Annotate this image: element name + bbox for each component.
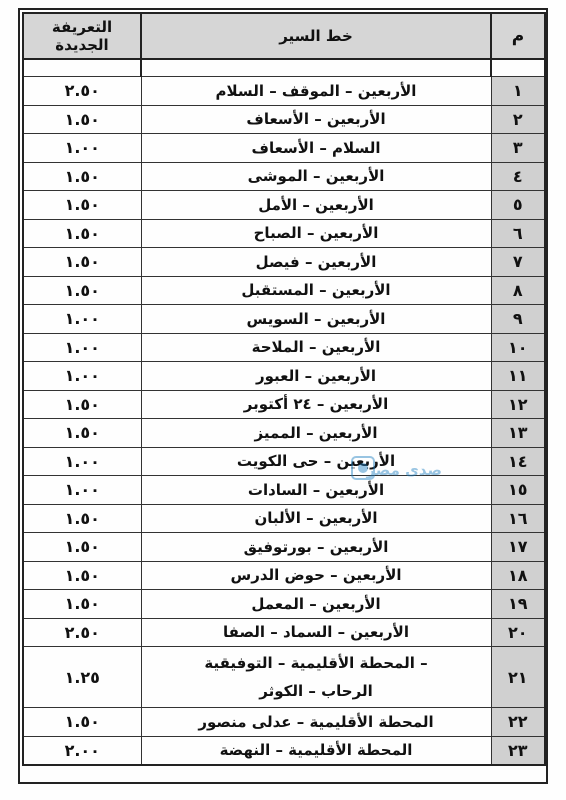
row-number-cell: ٨ bbox=[491, 276, 545, 305]
route-cell bbox=[141, 248, 491, 277]
route-cell bbox=[141, 618, 491, 647]
fare-cell: ١.٥٠ bbox=[23, 219, 141, 248]
fare-table bbox=[22, 12, 546, 766]
table-row bbox=[23, 590, 545, 619]
fare-cell: ١.٠٠ bbox=[23, 447, 141, 476]
route-line: الأربعين – فيصل bbox=[255, 252, 377, 271]
header-row bbox=[23, 13, 545, 59]
table-row bbox=[23, 561, 545, 590]
fare-cell: ١.٥٠ bbox=[23, 162, 141, 191]
header-num: م bbox=[491, 13, 545, 59]
row-number-cell: ٢١ bbox=[491, 647, 545, 708]
route-line: الأربعين – المعمل bbox=[251, 594, 381, 613]
route-cell bbox=[141, 333, 491, 362]
route-line: الأربعين – السادات bbox=[247, 480, 385, 499]
table-row bbox=[23, 533, 545, 562]
table-row bbox=[23, 447, 545, 476]
fare-cell: ١.٥٠ bbox=[23, 419, 141, 448]
table-row bbox=[23, 134, 545, 163]
table-row bbox=[23, 708, 545, 737]
route-line: الأربعين – الموقف – السلام bbox=[215, 81, 417, 100]
row-number-cell: ١٣ bbox=[491, 419, 545, 448]
row-number-cell: ٦ bbox=[491, 219, 545, 248]
route-cell bbox=[141, 77, 491, 106]
route-cell bbox=[141, 561, 491, 590]
watermark-logo bbox=[350, 451, 446, 489]
table-row bbox=[23, 504, 545, 533]
route-cell bbox=[141, 419, 491, 448]
route-line: الأربعين – بورتوفيق bbox=[243, 537, 389, 556]
route-line: الأربعين – حوض الدرس bbox=[230, 566, 402, 585]
route-line: الأربعين – الأسعاف bbox=[246, 110, 386, 129]
route-line: السلام – الأسعاف bbox=[251, 138, 381, 157]
row-number-cell: ٧ bbox=[491, 248, 545, 277]
header-fare: التعريفة الجديدة bbox=[23, 13, 141, 59]
table-row bbox=[23, 390, 545, 419]
fare-cell: ١.٥٠ bbox=[23, 390, 141, 419]
header-route: خط السير bbox=[141, 13, 491, 59]
fare-cell: ١.٥٠ bbox=[23, 590, 141, 619]
table-row bbox=[23, 219, 545, 248]
row-number-cell: ٢٠ bbox=[491, 618, 545, 647]
route-cell bbox=[141, 134, 491, 163]
fare-cell: ١.٠٠ bbox=[23, 362, 141, 391]
route-line: الأربعين – الملاحة bbox=[251, 338, 381, 357]
route-cell bbox=[141, 390, 491, 419]
route-line: الأربعين – السويس bbox=[246, 309, 386, 328]
fare-cell: ٢.٥٠ bbox=[23, 618, 141, 647]
row-number-cell: ٢٢ bbox=[491, 708, 545, 737]
row-number-cell: ٤ bbox=[491, 162, 545, 191]
fare-cell: ١.٥٠ bbox=[23, 504, 141, 533]
table-row bbox=[23, 105, 545, 134]
row-number-cell: ١٨ bbox=[491, 561, 545, 590]
row-number-cell: ٢ bbox=[491, 105, 545, 134]
fare-cell: ١.٥٠ bbox=[23, 533, 141, 562]
row-number-cell: ١٧ bbox=[491, 533, 545, 562]
fare-cell: ٢.٠٠ bbox=[23, 736, 141, 765]
row-number-cell: ١٢ bbox=[491, 390, 545, 419]
table-row bbox=[23, 333, 545, 362]
table-row bbox=[23, 476, 545, 505]
header-spacer bbox=[23, 59, 545, 77]
table-row bbox=[23, 305, 545, 334]
table-row bbox=[23, 191, 545, 220]
row-number-cell: ١١ bbox=[491, 362, 545, 391]
table-row bbox=[23, 248, 545, 277]
route-cell bbox=[141, 276, 491, 305]
table-row bbox=[23, 77, 545, 106]
fare-cell: ١.٠٠ bbox=[23, 134, 141, 163]
route-line: الأربعين – الموشى bbox=[247, 167, 385, 186]
route-cell bbox=[141, 647, 491, 708]
route-line: الأربعين – المستقبل bbox=[241, 281, 391, 300]
route-line: الأربعين – المميز bbox=[254, 423, 378, 442]
fare-cell: ١.٥٠ bbox=[23, 191, 141, 220]
route-line: الأربعين – الصباح bbox=[253, 224, 379, 243]
route-cell bbox=[141, 504, 491, 533]
route-cell bbox=[141, 219, 491, 248]
route-line: الأربعين – حى الكويت bbox=[236, 452, 396, 471]
watermark-text: صدى مصر bbox=[366, 461, 442, 479]
fare-cell: ١.٠٠ bbox=[23, 333, 141, 362]
table-row bbox=[23, 736, 545, 765]
route-cell bbox=[141, 191, 491, 220]
route-line: الأربعين – ٢٤ أكتوبر bbox=[243, 395, 389, 414]
route-cell bbox=[141, 590, 491, 619]
fare-cell: ٢.٥٠ bbox=[23, 77, 141, 106]
route-cell bbox=[141, 162, 491, 191]
route-line: المحطة الأقليمية – النهضة bbox=[219, 741, 413, 760]
row-number-cell: ١ bbox=[491, 77, 545, 106]
table-row bbox=[23, 362, 545, 391]
table-body bbox=[23, 59, 545, 765]
route-cell bbox=[141, 105, 491, 134]
row-number-cell: ١٦ bbox=[491, 504, 545, 533]
route-cell bbox=[141, 305, 491, 334]
route-line-2: الرحاب – الكوثر bbox=[259, 682, 373, 700]
fare-cell: ١.٥٠ bbox=[23, 276, 141, 305]
fare-cell: ١.٢٥ bbox=[23, 647, 141, 708]
row-number-cell: ١٥ bbox=[491, 476, 545, 505]
fare-cell: ١.٥٠ bbox=[23, 248, 141, 277]
row-number-cell: ٩ bbox=[491, 305, 545, 334]
route-cell bbox=[141, 362, 491, 391]
fare-cell: ١.٥٠ bbox=[23, 561, 141, 590]
row-number-cell: ٢٣ bbox=[491, 736, 545, 765]
route-line: المحطة الأقليمية – عدلى منصور bbox=[198, 712, 434, 731]
route-line: الأربعين – الألبان bbox=[254, 509, 378, 528]
row-number-cell: ١٤ bbox=[491, 447, 545, 476]
route-cell bbox=[141, 708, 491, 737]
fare-cell: ١.٠٠ bbox=[23, 305, 141, 334]
route-cell bbox=[141, 736, 491, 765]
fare-cell: ١.٠٠ bbox=[23, 476, 141, 505]
route-line: المحطة الأقليمية – التوفيقية – bbox=[204, 654, 428, 672]
table-row bbox=[23, 647, 545, 708]
fare-cell: ١.٥٠ bbox=[23, 105, 141, 134]
route-cell bbox=[141, 533, 491, 562]
route-line: الأربعين – العبور bbox=[255, 366, 376, 385]
fare-cell: ١.٥٠ bbox=[23, 708, 141, 737]
table-row bbox=[23, 162, 545, 191]
row-number-cell: ٣ bbox=[491, 134, 545, 163]
table-row bbox=[23, 276, 545, 305]
route-line: الأربعين – السماد – الصفا bbox=[223, 623, 409, 642]
route-line: الأربعين – الأمل bbox=[258, 195, 374, 214]
row-number-cell: ٥ bbox=[491, 191, 545, 220]
table-row bbox=[23, 618, 545, 647]
table-row bbox=[23, 419, 545, 448]
row-number-cell: ١٩ bbox=[491, 590, 545, 619]
row-number-cell: ١٠ bbox=[491, 333, 545, 362]
